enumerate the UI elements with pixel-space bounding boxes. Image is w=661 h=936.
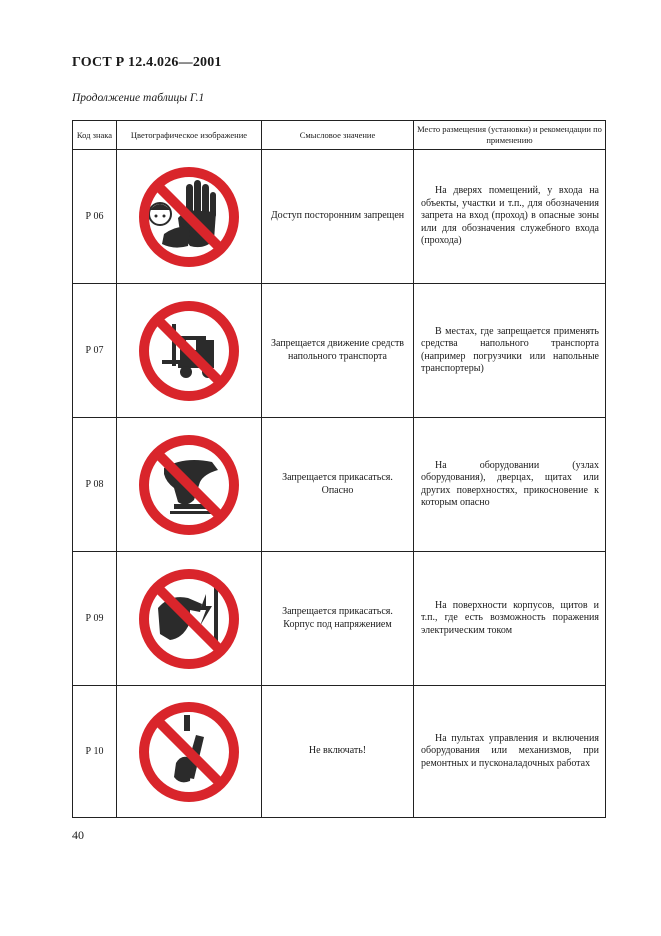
sign-image: [117, 418, 262, 552]
table-header-row: [73, 121, 606, 150]
sign-meaning: Доступ посторонним запрещен: [262, 150, 414, 284]
column-header-code: Код знака: [73, 121, 117, 150]
sign-placement: На оборудовании (узлах оборудования), дверцах, щитах или других поверхностях, прикосновение к которым опасно: [414, 418, 606, 552]
no-touching-icon: [134, 430, 244, 540]
table-row: [73, 284, 606, 418]
document-header: ГОСТ Р 12.4.026—2001: [72, 55, 222, 70]
sign-placement: На дверях помещений, у входа на объекты, участки и т.п., для обозначения запрета на вход (проход) в опасные зоны или для обозначения служебного входа (прохода): [414, 150, 606, 284]
sign-code: Р 10: [73, 686, 117, 818]
no-access-hand-icon: [134, 162, 244, 272]
sign-image: [117, 284, 262, 418]
table-caption: Продолжение таблицы Г.1: [72, 92, 205, 104]
sign-image: [117, 552, 262, 686]
sign-placement: На поверхности корпусов, щитов и т.п., где есть возможность поражения электрическим током: [414, 552, 606, 686]
no-forklift-icon: [134, 296, 244, 406]
table-row: [73, 150, 606, 284]
sign-meaning: Запрещается прикасаться. Корпус под напряжением: [262, 552, 414, 686]
sign-code: Р 06: [73, 150, 117, 284]
sign-image: [117, 150, 262, 284]
table-row: [73, 686, 606, 818]
sign-meaning: Не включать!: [262, 686, 414, 818]
column-header-placement: Место размещения (установки) и рекомендации по применению: [414, 121, 606, 150]
sign-code: Р 09: [73, 552, 117, 686]
table-row: [73, 418, 606, 552]
page-number: 40: [72, 828, 84, 842]
no-touching-voltage-icon: [134, 564, 244, 674]
sign-meaning: Запрещается прикасаться. Опасно: [262, 418, 414, 552]
signs-table: [72, 120, 606, 818]
sign-image: [117, 686, 262, 818]
sign-code: Р 07: [73, 284, 117, 418]
sign-placement: На пультах управления и включения оборудования или механизмов, при ремонтных и пусконаладочных работах: [414, 686, 606, 818]
sign-placement: В местах, где запрещается применять средства напольного транспорта (например погрузчики или напольные транспортеры): [414, 284, 606, 418]
sign-meaning: Запрещается движение средств напольного транспорта: [262, 284, 414, 418]
column-header-image: Цветографическое изображение: [117, 121, 262, 150]
table-row: [73, 552, 606, 686]
do-not-switch-on-icon: [134, 697, 244, 807]
sign-code: Р 08: [73, 418, 117, 552]
column-header-meaning: Смысловое значение: [262, 121, 414, 150]
